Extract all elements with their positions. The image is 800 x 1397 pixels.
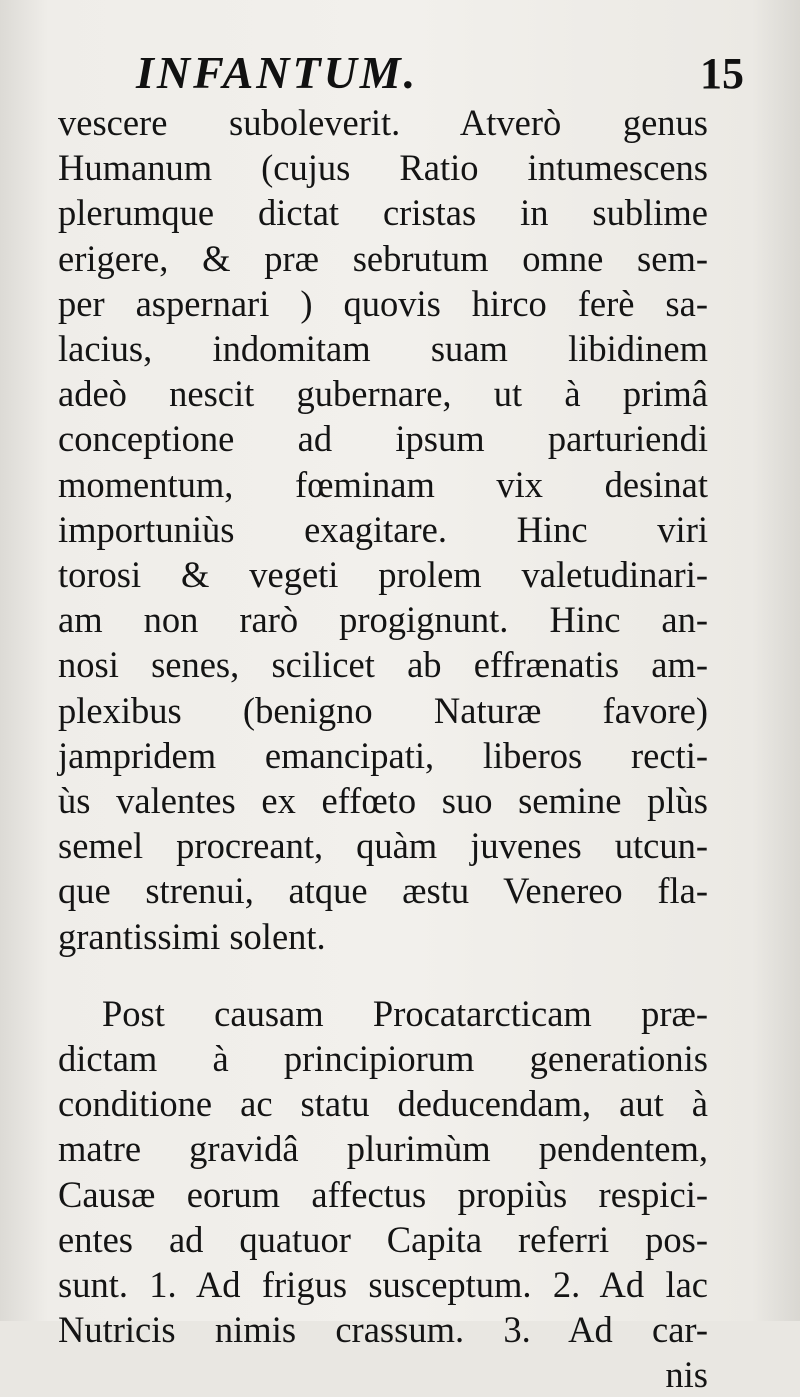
text-line: plerumque dictat cristas in sublime bbox=[58, 192, 708, 234]
text-line: nosi senes, scilicet ab effrænatis am- bbox=[58, 644, 708, 686]
text-line: importuniùs exagitare. Hinc viri bbox=[58, 508, 708, 550]
text-line: ùs valentes ex effœto suo semine plùs bbox=[58, 780, 708, 822]
text-line: am non rarò progignunt. Hinc an- bbox=[58, 599, 708, 641]
text-line: grantissimi solent. bbox=[58, 915, 326, 957]
text-line: lacius, indomitam suam libidinem bbox=[58, 328, 708, 370]
text-line: adeò nescit gubernare, ut à primâ bbox=[58, 373, 708, 415]
text-line: Humanum (cujus Ratio intumescens bbox=[58, 147, 708, 189]
text-line: plexibus (benigno Naturæ favore) bbox=[58, 689, 708, 731]
page-header bbox=[58, 36, 744, 100]
text-line: Post causam Procatarcticam præ- bbox=[102, 992, 708, 1034]
page-number: 15 bbox=[700, 49, 744, 98]
text-line: entes ad quatuor Capita referri pos- bbox=[58, 1218, 708, 1260]
text-line: vescere suboleverit. Atverò genus bbox=[58, 102, 708, 143]
text-line: semel procreant, quàm juvenes utcun- bbox=[58, 825, 708, 867]
running-title: INFANTUM. bbox=[136, 47, 419, 98]
text-line: Nutricis nimis crassum. 3. Ad car- bbox=[58, 1309, 708, 1351]
text-line: que strenui, atque æstu Venereo fla- bbox=[58, 870, 708, 912]
text-line: erigere, & præ sebrutum omne sem- bbox=[58, 237, 708, 279]
text-line: Causæ eorum affectus propiùs respici- bbox=[58, 1173, 708, 1215]
text-line: dictam à principiorum generationis bbox=[58, 1038, 708, 1080]
text-line: sunt. 1. Ad frigus susceptum. 2. Ad lac bbox=[58, 1264, 708, 1306]
text-line: torosi & vegeti prolem valetudinari- bbox=[58, 554, 708, 596]
text-line: conceptione ad ipsum parturiendi bbox=[58, 418, 708, 460]
paragraph-1 bbox=[58, 100, 708, 959]
text-line: matre gravidâ plurimùm pendentem, bbox=[58, 1128, 708, 1170]
catchword: nis bbox=[665, 1354, 708, 1396]
text-line: momentum, fœminam vix desinat bbox=[58, 463, 708, 505]
paragraph-2 bbox=[58, 991, 708, 1353]
text-line: conditione ac statu deducendam, aut à bbox=[58, 1083, 708, 1125]
text-line: jampridem emancipati, liberos recti- bbox=[58, 734, 708, 776]
text-line: per aspernari ) quovis hirco ferè sa- bbox=[58, 282, 708, 324]
